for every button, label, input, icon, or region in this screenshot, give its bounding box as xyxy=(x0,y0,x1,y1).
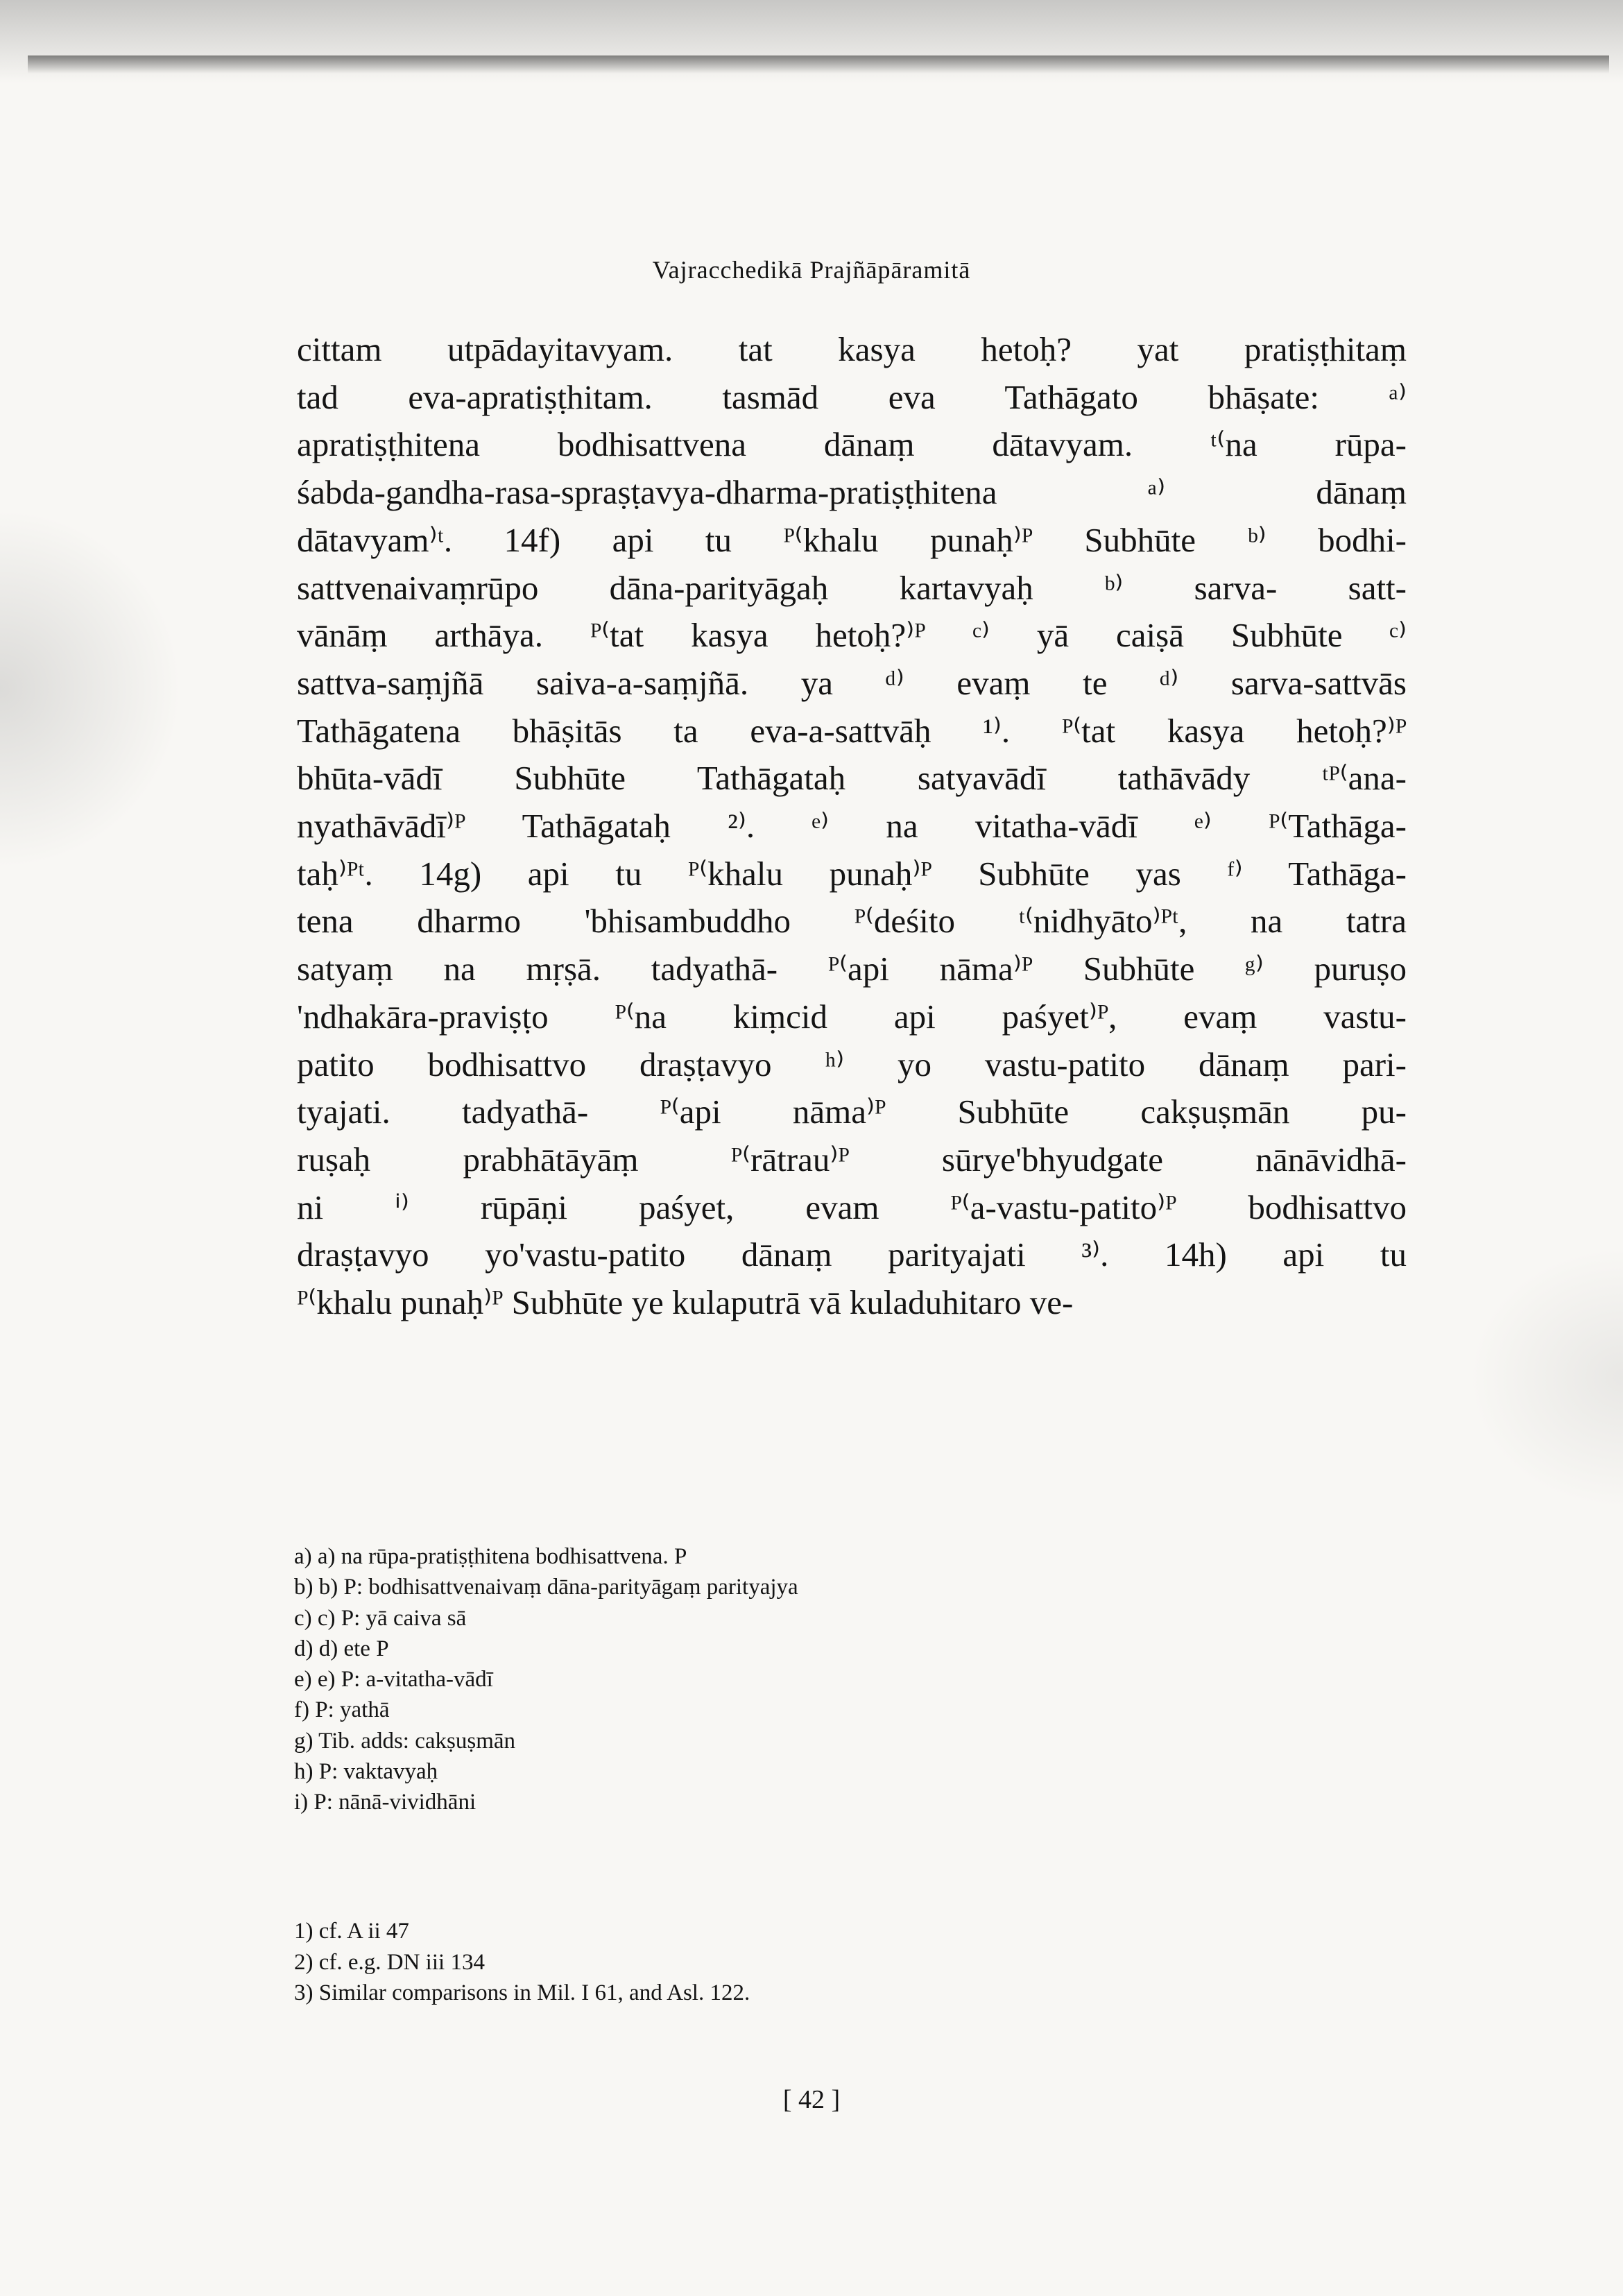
text-line: tyajati. tadyathā- ᴾ⁽api nāma⁾ᴾ Subhūte cakṣuṣmān pu- xyxy=(297,1093,1407,1131)
text-line: ruṣaḥ prabhātāyāṃ ᴾ⁽rātrau⁾ᴾ sūrye'bhyudgate nānāvidhā- xyxy=(297,1140,1407,1179)
text-line: Tathāgatena bhāṣitās ta eva-a-sattvāḥ ¹⁾. ᴾ⁽tat kasya hetoḥ?⁾ᴾ xyxy=(297,711,1407,750)
text-line: nyathāvādī⁾ᴾ Tathāgataḥ ²⁾. ᵉ⁾ na vitatha-vādī ᵉ⁾ ᴾ⁽Tathāga- xyxy=(297,807,1407,846)
text-line: taḥ⁾ᴾᵗ. 14g) api tu ᴾ⁽khalu punaḥ⁾ᴾ Subhūte yas ᶠ⁾ Tathāga- xyxy=(297,854,1407,893)
scan-shadow-edge xyxy=(28,55,1609,74)
reference-notes xyxy=(294,1916,1334,2009)
footnote: f) P: yathā xyxy=(294,1697,390,1723)
footnote: h) P: vaktavyaḥ xyxy=(294,1759,438,1785)
footnote: g) Tib. adds: cakṣuṣmān xyxy=(294,1728,516,1754)
text-line: śabda-gandha-rasa-spraṣṭavya-dharma-pratiṣṭhitena ᵃ⁾ dānaṃ xyxy=(297,473,1407,512)
text-line: apratiṣṭhitena bodhisattvena dānaṃ dātavyam. ᵗ⁽na rūpa- xyxy=(297,425,1407,464)
footnote: i) P: nānā-vividhāni xyxy=(294,1790,476,1815)
reference-note: 3) Similar comparisons in Mil. I 61, and Asl. 122. xyxy=(294,1980,750,2005)
text-line: sattva-saṃjñā saiva-a-saṃjñā. ya ᵈ⁾ evaṃ te ᵈ⁾ sarva-sattvās xyxy=(297,663,1407,702)
footnote: a) a) na rūpa-pratiṣṭhitena bodhisattvena. P xyxy=(294,1544,687,1569)
reference-note: 2) cf. e.g. DN iii 134 xyxy=(294,1949,485,1975)
text-line: vānāṃ arthāya. ᴾ⁽tat kasya hetoḥ?⁾ᴾ ᶜ⁾ yā caiṣā Subhūte ᶜ⁾ xyxy=(297,616,1407,655)
footnote: c) c) P: yā caiva sā xyxy=(294,1605,467,1631)
text-line: dātavyam⁾ᵗ. 14f) api tu ᴾ⁽khalu punaḥ⁾ᴾ Subhūte ᵇ⁾ bodhi- xyxy=(297,520,1407,559)
footnote: b) b) P: bodhisattvenaivaṃ dāna-parityāgaṃ parityajya xyxy=(294,1575,798,1600)
text-line: ni ⁱ⁾ rūpāṇi paśyet, evam ᴾ⁽a-vastu-patito⁾ᴾ bodhisattvo xyxy=(297,1188,1407,1226)
text-line: 'ndhakāra-praviṣṭo ᴾ⁽na kiṃcid api paśyet⁾ᴾ, evaṃ vastu- xyxy=(297,997,1407,1036)
footnote: d) d) ete P xyxy=(294,1636,389,1661)
running-header: Vajracchedikā Prajñāpāramitā xyxy=(652,256,971,284)
text-line: cittam utpādayitavyam. tat kasya hetoḥ? yat pratiṣṭhitaṃ xyxy=(297,330,1407,368)
text-line: draṣṭavyo yo'vastu-patito dānaṃ parityajati ³⁾. 14h) api tu xyxy=(297,1235,1407,1274)
page-number: [ 42 ] xyxy=(782,2085,841,2114)
main-text xyxy=(297,326,1407,1327)
text-line: satyaṃ na mṛṣā. tadyathā- ᴾ⁽api nāma⁾ᴾ Subhūte ᵍ⁾ puruṣo xyxy=(297,950,1407,988)
text-line: ᴾ⁽khalu punaḥ⁾ᴾ Subhūte ye kulaputrā vā kuladuhitaro ve- xyxy=(297,1283,1074,1322)
text-line: patito bodhisattvo draṣṭavyo ʰ⁾ yo vastu-patito dānaṃ pari- xyxy=(297,1045,1407,1083)
reference-note: 1) cf. A ii 47 xyxy=(294,1919,409,1944)
text-line: tad eva-apratiṣṭhitam. tasmād eva Tathāgato bhāṣate: ᵃ⁾ xyxy=(297,377,1407,416)
footnote: e) e) P: a-vitatha-vādī xyxy=(294,1667,493,1693)
text-line: bhūta-vādī Subhūte Tathāgataḥ satyavādī tathāvādy ᵗᴾ⁽ana- xyxy=(297,759,1407,798)
variant-footnotes xyxy=(294,1541,1334,1818)
text-line: sattvenaivaṃrūpo dāna-parityāgaḥ kartavyaḥ ᵇ⁾ sarva- satt- xyxy=(297,568,1407,607)
text-line: tena dharmo 'bhisambuddho ᴾ⁽deśito ᵗ⁽nidhyāto⁾ᴾᵗ, na tatra xyxy=(297,902,1407,941)
